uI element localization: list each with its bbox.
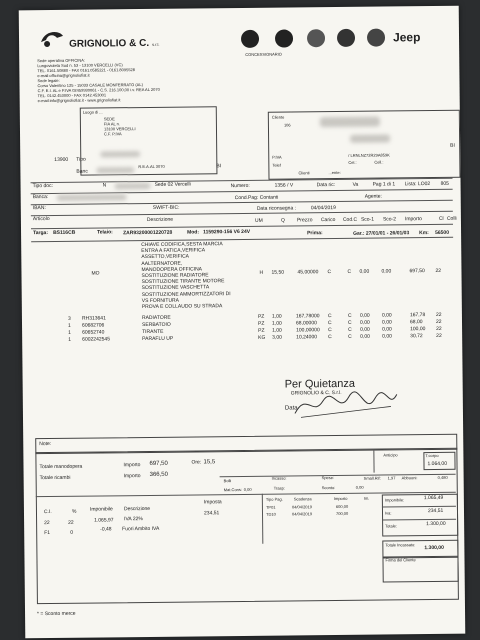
pay-scad: 04/04/2019 <box>291 504 312 510</box>
labor-q: 15,50 <box>271 269 285 276</box>
tot-manodopera-importo: 697,50 <box>149 460 168 467</box>
redacted-client-address <box>350 134 390 142</box>
iva-value: 234,51 <box>427 507 444 515</box>
vat-col-imposta: Imposta <box>203 499 222 506</box>
vat-ci: 22 <box>44 520 50 527</box>
part-um: PZ <box>258 327 265 334</box>
data-riconsegna-value: 04/04/2019 <box>310 205 336 212</box>
small-label: Small.Rif: <box>363 475 381 481</box>
description-line: MANODOPERA OFFICINA <box>141 266 203 273</box>
part-q: 1,00 <box>271 313 282 320</box>
tot-ricambi-label: Totale ricambi <box>39 474 71 482</box>
address-line: Corso Valentino 125 - 15033 CASALE MONFERRATO (AL) <box>37 82 143 89</box>
part-um: PZ <box>257 313 265 320</box>
telaio-label: Telaio: <box>97 229 113 236</box>
tot-ricambi-importo-label: Importo <box>123 473 141 480</box>
part-sco2: 0,00 <box>381 312 392 319</box>
ore-value: 15,5 <box>203 459 216 466</box>
part-prezzo: 167,78000 <box>295 313 320 320</box>
iva-label: Iva: <box>384 510 392 516</box>
note-label: Note: <box>39 441 52 448</box>
part-carico: C <box>327 313 332 320</box>
part-qty: 1 <box>67 322 71 329</box>
labor-um: H <box>259 269 264 276</box>
cell-label: Cell.: <box>374 159 384 165</box>
redacted-client-name <box>320 117 380 128</box>
abbuoni-val: 0,480 <box>437 474 448 480</box>
redacted-field <box>100 151 140 157</box>
tipo-label: Tipo <box>76 156 86 163</box>
fiat-logo <box>241 30 259 48</box>
part-desc: SERBATOIO <box>141 321 171 329</box>
km-value: 56500 <box>435 229 450 236</box>
labor-importo: 697,50 <box>409 268 425 275</box>
cliente-code: 106 <box>283 122 291 128</box>
sconto-value: 0,00 <box>355 484 364 490</box>
data-riconsegna-label: Data riconsegna : <box>256 205 297 212</box>
col-um: UM <box>254 217 263 224</box>
col-codc: Cod.C <box>342 216 358 223</box>
address-line: Lungovioleta Sud n. 53 - 13100 VERCELLI (VC) <box>37 62 123 69</box>
luogo-line: FIA AL n. <box>103 121 121 127</box>
totale-value: 1.300,00 <box>426 520 446 528</box>
numero-label: Numero: <box>230 182 250 190</box>
part-sco2: 0,00 <box>382 333 392 340</box>
agente-label: Agente: <box>364 193 382 200</box>
cf-value: / LRNLNZ72R29A859K <box>348 152 390 158</box>
iban-label: IBAN: <box>32 205 46 212</box>
vat-descrizione: IVA 22% <box>124 516 143 523</box>
part-qty: 1 <box>68 336 71 343</box>
abarth-logo <box>367 28 385 46</box>
part-um: PZ <box>257 320 265 327</box>
redacted-field <box>96 167 134 173</box>
description-line: CHIAVE CODIFICA,SESTA MARCIA <box>141 241 223 249</box>
labor-codc: C <box>347 268 352 275</box>
luogo-label: Luogo di ... <box>82 109 103 115</box>
incaricato-label: ...ente: <box>328 169 341 176</box>
labor-carico: C <box>327 269 332 276</box>
address-line: TEL. 0142.453000 - FAX 0142.453001 <box>37 92 107 99</box>
part-q: 3,00 <box>272 334 282 341</box>
pay-tipo: TD10 <box>265 511 276 517</box>
part-code: 6002242545 <box>82 336 111 343</box>
part-sco1: 0,00 <box>359 312 370 319</box>
part-prezzo: 68,00000 <box>295 320 317 327</box>
redacted-field <box>115 183 151 189</box>
part-codc: C <box>347 312 352 319</box>
tot-ricambi-importo: 366,50 <box>149 471 168 478</box>
vat-imponibile: 1.065,97 <box>94 517 114 524</box>
tipo-doc-value: N <box>102 182 107 189</box>
col-prezzo: Prezzo <box>296 217 313 224</box>
spese-label: Spese: <box>321 475 335 481</box>
gar-value: Gar.: 27/01/01 - 26/01/03 <box>353 230 410 237</box>
part-desc: TIRANTE <box>142 328 164 336</box>
rule <box>373 451 374 473</box>
pay-importo: 600,00 <box>335 503 349 510</box>
part-qty: 3 <box>67 315 71 322</box>
pay-col-im: Im. <box>363 495 370 501</box>
jeep-logo: Jeep <box>392 30 421 45</box>
description-line: PROVA E COLLAUDO SU STRADA <box>141 303 223 311</box>
part-codc: C <box>348 326 352 333</box>
address-line: TEL. 0161.50880 - FAX 0161.0585221 - 0161.8095528 <box>37 67 136 74</box>
part-code: 60682706 <box>81 322 105 329</box>
concessionario-label: CONCESSIONARIO <box>245 51 282 57</box>
sconto-label: Sconto: <box>321 485 336 491</box>
targa-label: Targa: <box>33 230 49 237</box>
part-cl: 22 <box>436 332 442 339</box>
col-colli: Colli <box>446 215 457 222</box>
data-ric-label: Data ric: <box>316 182 336 189</box>
imponibile-value: 1.065,49 <box>423 494 444 502</box>
firma-label: Firma del Cliente <box>385 557 416 563</box>
part-importo: 68,00 <box>409 319 423 326</box>
incassato-value: 1.300,00 <box>424 544 444 552</box>
prima-label: Prima: <box>307 230 323 237</box>
part-cl: 22 <box>435 311 442 318</box>
part-code: RH313641 <box>81 315 106 322</box>
vat-col-pct: % <box>71 508 77 515</box>
clienti-label: Clienti <box>298 170 310 176</box>
swift-label: SWIFT-BIC: <box>152 204 180 211</box>
luogo-line: C.F. P.IVA <box>103 131 122 137</box>
totale-label: Totale: <box>385 523 397 529</box>
lista-label: Lista: LO02 <box>404 181 431 188</box>
company-name: GRIGNOLIO & C. <box>69 37 150 50</box>
part-um: KG <box>258 334 266 341</box>
numero-value: 1356 / V <box>274 182 294 189</box>
sconto-merce-note: * = Sconto merce <box>37 610 76 618</box>
part-q: 1,00 <box>272 327 282 334</box>
part-carico: C <box>328 327 332 334</box>
labor-code: MO <box>91 270 100 277</box>
banca-label: Banca: <box>32 194 49 201</box>
col-sco2: Sco-2 <box>382 216 397 223</box>
mat-cons-value: 0,00 <box>243 486 252 492</box>
anticipo-label: Anticipo <box>383 452 398 458</box>
mod-label: Mod: <box>187 229 200 236</box>
luogo-line: 13100 VERCELLI <box>103 126 136 132</box>
description-block <box>141 241 231 310</box>
part-q: 1,00 <box>271 320 282 327</box>
invoice-paper <box>19 6 466 639</box>
rule <box>31 211 453 216</box>
lancia-logo <box>337 29 355 47</box>
part-importo: 100,00 <box>410 326 426 333</box>
telaio-value: ZAR93200001220728 <box>123 229 173 237</box>
part-sco1: 0,00 <box>360 326 370 333</box>
articolo-label: Articolo <box>32 216 50 223</box>
trasp-label: Trasp: <box>273 485 285 491</box>
col-sco1: Sco-1 <box>360 216 375 223</box>
description-line: SOSTITUZIONE AMMORTIZZATORI DI <box>141 290 231 298</box>
signature-scribble <box>291 386 401 423</box>
labor-sco1: 0,00 <box>359 268 370 275</box>
col-descrizione: Descrizione <box>146 216 174 223</box>
pay-tipo: TP01 <box>265 504 276 510</box>
address-line: Sede legale: <box>37 77 60 84</box>
pay-col-tipo: Tipo Pag. <box>265 496 283 502</box>
part-sco1: 0,00 <box>359 319 370 326</box>
part-importo: 167,78 <box>409 312 426 319</box>
lista-num: 805 <box>440 180 449 187</box>
tot-manodopera-label: Totale manodopera <box>39 463 83 471</box>
description-line: ENTRA A FATICA,VERIFICA <box>141 247 206 255</box>
cel-label: Cel.: <box>348 159 357 165</box>
tcorpo-value: 1.064,00 <box>427 460 447 468</box>
cond-pag-label: Cond.Pag: Contanti <box>234 194 279 202</box>
labor-sco2: 0,00 <box>381 268 392 275</box>
telef-label: Telef <box>272 162 281 168</box>
cliente-label: Cliente <box>271 114 285 120</box>
vat-pct: 22 <box>68 519 74 526</box>
grignolio-logo <box>37 28 67 50</box>
part-codc: C <box>347 319 352 326</box>
description-line: SOSTITUZIONE RADIATORE <box>141 272 209 280</box>
incasso-label: Incasso: <box>271 475 287 481</box>
redacted-field <box>57 194 127 201</box>
fiat-professional-logo <box>275 29 293 47</box>
rea-label: R.E.A.AL 3070 <box>138 163 165 170</box>
rule <box>31 237 453 242</box>
part-prezzo: 10,24000 <box>296 334 318 341</box>
col-q: Q <box>280 217 285 224</box>
ore-label: Ore: <box>191 459 202 466</box>
per-quietanza-title: Per Quietanza <box>284 377 356 391</box>
tot-manodopera-importo-label: Importo <box>123 462 141 469</box>
km-label: Km: <box>419 230 429 237</box>
pay-col-importo: Importo <box>333 495 348 502</box>
alfa-romeo-logo <box>307 29 325 47</box>
part-sco1: 0,00 <box>360 333 370 340</box>
bolli-label: Bolli <box>223 478 232 484</box>
labor-cl: 22 <box>435 267 442 274</box>
labor-prezzo: 45,00000 <box>297 269 319 276</box>
rule <box>31 189 453 194</box>
address-line: Sede operativa OFFICINA: <box>37 57 86 64</box>
part-carico: C <box>328 334 332 341</box>
vat-col-descrizione: Descrizione <box>123 505 151 513</box>
address-line: e-mail:officina@grignoliofiat.it <box>37 72 90 79</box>
part-codc: C <box>348 333 352 340</box>
piva-label: P.IVA <box>272 154 282 160</box>
address-line: C.F. E.I. AL e P.IVA 02459930061 - C.S. 216.100,00 i.v. REA AL 2070 <box>37 86 160 94</box>
part-qty: 1 <box>68 329 71 336</box>
vat-descrizione: Fuori Ambito IVA <box>122 525 160 533</box>
part-prezzo: 100,00000 <box>296 327 320 334</box>
luogo-line: SEDE <box>103 116 115 122</box>
part-desc: PARAFLU UP <box>142 335 174 343</box>
part-sco2: 0,00 <box>382 326 392 333</box>
part-code: 60652740 <box>82 329 105 336</box>
col-importo: Importo <box>404 216 422 223</box>
description-line: ASSETTO,VERIFICA <box>141 253 190 261</box>
pag-label: Pag 1 di 1 <box>372 181 396 188</box>
address-line: e-mail:info@grignoliofiat.it - www.grignoliofiat.it <box>37 97 121 104</box>
description-line: AALTERNATORE, <box>141 260 183 267</box>
abbuoni-label: Abbuoni: <box>401 475 418 481</box>
pay-importo: 700,00 <box>335 510 349 517</box>
company-address <box>37 57 160 103</box>
stamp-data-label: Data <box>284 405 298 412</box>
tipo-doc-label: Tipo doc: <box>32 182 53 190</box>
description-line: SOSTITUZIONE TIRANTE MOTORE <box>141 278 225 286</box>
data-ric-value: Va <box>352 181 359 188</box>
part-carico: C <box>327 320 332 327</box>
banc-label: Banc <box>76 168 88 175</box>
vat-col-ci: C.I. <box>43 509 52 516</box>
bi-left: BI <box>216 163 222 170</box>
company-suffix: s.r.l. <box>152 41 160 47</box>
pay-scad: 04/04/2019 <box>291 511 313 517</box>
part-importo: 30,72 <box>410 333 423 340</box>
tcorpo-label: T.corpo <box>425 452 439 459</box>
stamp-company: GRIGNOLIO & C. S.r.l. <box>290 389 342 397</box>
pay-col-scadenza: Scadenza <box>293 496 312 502</box>
part-cl: 22 <box>435 318 442 325</box>
mod-value: 1159290-156 V6 24V <box>203 228 251 236</box>
part-cl: 22 <box>436 325 442 332</box>
sede-value: Sede 02 Vercelli <box>154 181 191 188</box>
mat-cons-label: Mat.Cons: <box>223 487 243 493</box>
description-line: VS FORNITURA <box>141 297 180 304</box>
incassato-label: Totale Incassato: <box>385 542 416 548</box>
vat-pct: 0 <box>70 529 74 536</box>
targa-value: BS116CB <box>53 229 76 236</box>
bi-right: BI <box>450 142 455 149</box>
part-desc: RADIATORE <box>141 314 171 322</box>
vat-imponibile: -0,48 <box>100 526 112 533</box>
vat-ci: F1 <box>44 530 51 537</box>
part-sco2: 0,00 <box>381 319 392 326</box>
col-carico: Carico <box>320 217 336 224</box>
description-line: SOSTITUZIONE VASCHETTA <box>141 284 210 292</box>
col-cl: Cl <box>438 215 444 222</box>
vat-col-imponibile: Imponibile <box>89 506 113 513</box>
code-value: 13900 <box>54 156 69 163</box>
imponibile-label: Imponibile: <box>384 497 405 503</box>
abbuoni-value: 1,97 <box>387 475 396 481</box>
vat-imposta: 234,51 <box>203 510 220 517</box>
